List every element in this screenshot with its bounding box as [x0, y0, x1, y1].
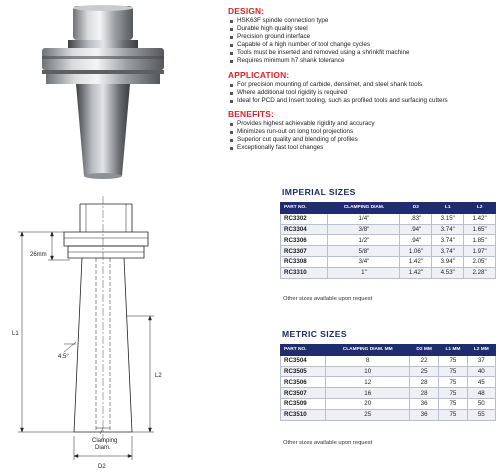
cell: 28 [410, 377, 439, 388]
cell: 5/8" [328, 246, 400, 257]
table-row [281, 398, 496, 409]
part-number: RC3504 [281, 355, 326, 366]
list-item: HSK63F spindle connection type [228, 17, 498, 25]
list-item: Superior cut quality and blending of profiles [228, 136, 498, 144]
cell: 3.74" [432, 224, 464, 235]
table-row [281, 366, 496, 377]
imperial-note: Other sizes available upon request [283, 296, 373, 302]
col-l2: L2 [464, 203, 496, 214]
spec-sections [228, 6, 498, 156]
table-row [281, 388, 496, 399]
col-l1: L1 [432, 203, 464, 214]
cell: 25 [326, 409, 410, 420]
cell: 37 [467, 355, 495, 366]
clamping-label-line2: Diam. [95, 445, 111, 451]
list-item: Tools must be inserted and removed using a shrinkfit machine [228, 49, 498, 57]
cell: 75 [439, 398, 467, 409]
cell: 40 [467, 366, 495, 377]
cell: 3.15" [432, 213, 464, 224]
cell: 1" [328, 267, 400, 278]
table-row [281, 235, 496, 246]
table-row [281, 246, 496, 257]
cell: 1/4" [328, 213, 400, 224]
cell: 75 [439, 409, 467, 420]
cell: .83" [400, 213, 432, 224]
list-item: Requires minimum h7 shank tolerance [228, 57, 498, 65]
list-item: Where additional tool rigidity is required [228, 89, 498, 97]
list-item: Durable high quality steel [228, 25, 498, 33]
benefits-section [228, 109, 498, 152]
clamping-label-line1: Clamping [92, 438, 118, 444]
cell: 45 [467, 377, 495, 388]
cell: 48 [467, 388, 495, 399]
part-number: RC3506 [281, 377, 326, 388]
cell: 4.53" [432, 267, 464, 278]
col-l2: L2 MM [467, 345, 495, 356]
list-item: Minimizes run-out on long tool projections [228, 128, 498, 136]
cell: 1.85" [464, 235, 496, 246]
cell: 50 [467, 398, 495, 409]
cell: .94" [400, 224, 432, 235]
cell: 55 [467, 409, 495, 420]
cell: 3/4" [328, 256, 400, 267]
cell: 16 [326, 388, 410, 399]
list-item: Provides highest achievable rigidity and accuracy [228, 120, 498, 128]
table-row [281, 213, 496, 224]
col-d2: D2 MM [410, 345, 439, 356]
list-item: Exceptionally fast tool changes [228, 144, 498, 152]
application-section [228, 70, 498, 105]
part-number: RC3307 [281, 246, 328, 257]
dim-d2-label: D2 [98, 464, 106, 470]
cell: 75 [439, 355, 467, 366]
cell: 36 [410, 398, 439, 409]
cell: 8 [326, 355, 410, 366]
dim-angle-label: 4.5° [58, 354, 69, 360]
part-number: RC3505 [281, 366, 326, 377]
cell: 2.28" [464, 267, 496, 278]
metric-sizes-table [280, 344, 496, 421]
table-row [281, 224, 496, 235]
table-row [281, 355, 496, 366]
cell: 1.65" [464, 224, 496, 235]
cell: 1/2" [328, 235, 400, 246]
cell: 12 [326, 377, 410, 388]
cell: 28 [410, 388, 439, 399]
tool-holder-photo [28, 4, 178, 184]
col-part-no: PART NO. [281, 345, 326, 356]
cell: 36 [410, 409, 439, 420]
cell: 22 [410, 355, 439, 366]
table-header-row [281, 203, 496, 214]
dim-26mm-label: 26mm [30, 252, 47, 258]
part-number: RC3302 [281, 213, 328, 224]
cell: 3.74" [432, 235, 464, 246]
list-item: For precision mounting of carbide, densimet, and steel shank tools [228, 81, 498, 89]
cell: 20 [326, 398, 410, 409]
part-number: RC3306 [281, 235, 328, 246]
table-header-row [281, 345, 496, 356]
cell: 1.42" [464, 213, 496, 224]
part-number: RC3308 [281, 256, 328, 267]
list-item: Capable of a high number of tool change cycles [228, 41, 498, 49]
imperial-title: IMPERIAL SIZES [282, 187, 356, 197]
technical-drawing [0, 192, 230, 475]
cell: 1.06" [400, 246, 432, 257]
cell: 75 [439, 388, 467, 399]
part-number: RC3507 [281, 388, 326, 399]
table-row [281, 377, 496, 388]
table-row [281, 267, 496, 278]
shank-outline [80, 204, 132, 232]
table-row [281, 409, 496, 420]
part-number: RC3510 [281, 409, 326, 420]
table-row [281, 256, 496, 267]
dim-l2-label: L2 [155, 373, 162, 379]
imperial-sizes-table [280, 202, 496, 279]
col-clamping-diam: CLAMPING DIAM. [328, 203, 400, 214]
section-title: BENEFITS: [228, 108, 275, 119]
cell: 3.74" [432, 246, 464, 257]
part-number: RC3509 [281, 398, 326, 409]
cell: .94" [400, 235, 432, 246]
dim-l1-label: L1 [12, 331, 19, 337]
col-clamping-diam: CLAMPING DIAM. MM [326, 345, 410, 356]
cell: 3.94" [432, 256, 464, 267]
cell: 75 [439, 377, 467, 388]
design-section [228, 6, 498, 66]
part-number: RC3304 [281, 224, 328, 235]
col-l1: L1 MM [439, 345, 467, 356]
col-part-no: PART NO. [281, 203, 328, 214]
section-title: DESIGN: [228, 6, 265, 16]
cell: 75 [439, 366, 467, 377]
part-number: RC3310 [281, 267, 328, 278]
flange-outline [64, 232, 148, 246]
metric-note: Other sizes available upon request [283, 440, 373, 446]
col-d2: D2 [400, 203, 432, 214]
cell: 25 [410, 366, 439, 377]
list-item: Precision ground interface [228, 33, 498, 41]
section-title: APPLICATION: [228, 69, 290, 80]
cell: 3/8" [328, 224, 400, 235]
cell: 10 [326, 366, 410, 377]
list-item: Ideal for PCD and Insert tooling, such as profiled tools and surfacing cutters [228, 97, 498, 105]
cell: 1.42" [400, 267, 432, 278]
metric-title: METRIC SIZES [282, 329, 347, 339]
cell: 1.97" [464, 246, 496, 257]
cell: 2.05" [464, 256, 496, 267]
cell: 1.42" [400, 256, 432, 267]
